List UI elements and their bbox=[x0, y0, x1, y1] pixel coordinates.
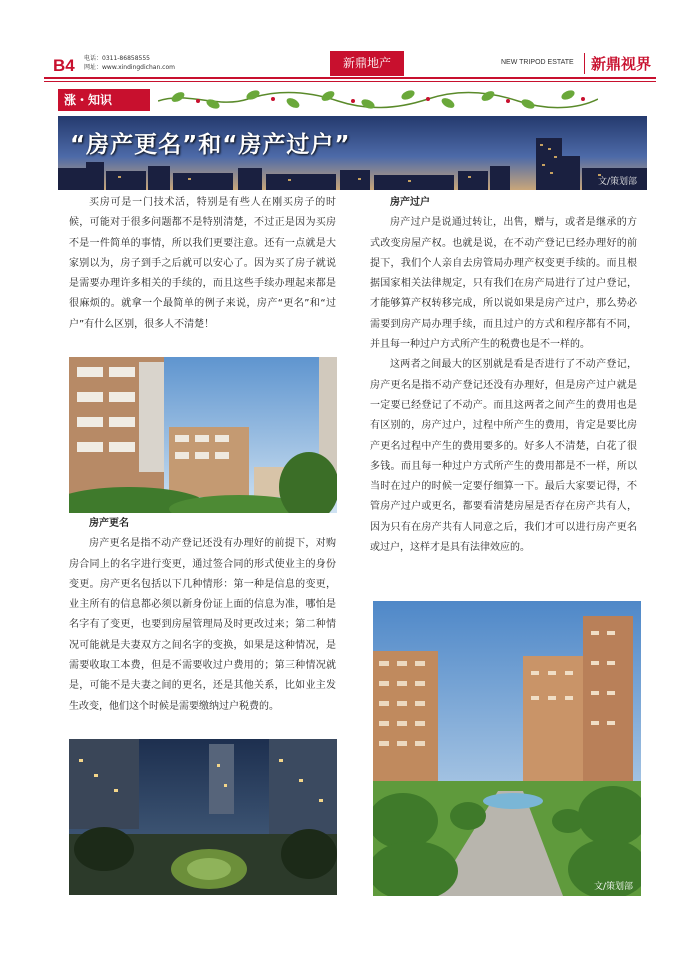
article-title: “房产更名”和“房产过户” bbox=[70, 132, 351, 158]
website-text: 网址：www.xindingdichan.com bbox=[84, 64, 175, 71]
column-bar bbox=[58, 89, 647, 111]
night-courtyard-photo bbox=[69, 739, 337, 895]
article-banner bbox=[58, 116, 647, 190]
page-number: B4 bbox=[53, 56, 75, 75]
apartment-photo-1 bbox=[69, 357, 337, 513]
vine-decoration-icon bbox=[158, 89, 598, 111]
section-tab: 新鼎地产 bbox=[330, 51, 404, 76]
residential-complex-photo bbox=[373, 601, 641, 896]
phone-text: 电话：0311-86858555 bbox=[84, 55, 150, 62]
banner-credit: 文/策划部 bbox=[597, 177, 637, 187]
header-divider bbox=[44, 77, 656, 79]
transfer-paragraph: 房产过户是说通过转让，出售，赠与，或者是继承的方式改变房屋产权。也就是说，在不动产登记已经办理好的前提下，我们个人亲自去房管局办理产权变更手续的。而且根据国家相关法律规定，只有我们在房产局进行了过户登记，才能够算产权转移完成，所以说如果是房产过户，那么势必需要到房产局办理手续，而且过户的方式和程序都有不同，并且每一种过户方式所产生的税费也是不一样的。 bbox=[370, 217, 637, 351]
header-divider-thin bbox=[44, 81, 656, 82]
rename-paragraph: 房产更名是指不动产登记还没有办理好的前提下，对购房合同上的名字进行变更，通过签合同的形式使业主的身份变更。房产更名包括以下几种情形：第一种是信息的变更，业主所有的信息都必须以新身份证上面的信息为准，哪怕是名字有了变更，也要到房屋管理局及时更改过来；第二种情况可能就是夫妻双方之间名字的变换，如果是这种情况，是需要收取工本费，但是不需要收过户费用的；第三种情况就是，可能不是夫妻之间的更名，还是其他关系，比如业主发生改变，他们这个时候是需要缴纳过户税费的。 bbox=[69, 538, 336, 712]
english-name: NEW TRIPOD ESTATE bbox=[501, 59, 574, 66]
photo-credit: 文/策划部 bbox=[593, 882, 633, 892]
intro-block bbox=[69, 193, 336, 335]
intro-paragraph: 买房可是一门技术活，特别是有些人在刚买房子的时候，可能对于很多问题都不是特别清楚，不过正是因为买房不是一件简单的事情，所以我们更要注意。还有一点就是大家别以为，房子到手之后就可以安心了。因为买了房子就说是需要办理许多相关的手续的，而且这些手续办理起来都是很麻烦的。就拿一个最简单的例子来说，房产“更名”和“过户”有什么区别，很多人不清楚！ bbox=[69, 197, 336, 330]
rename-heading: 房产更名 bbox=[89, 518, 129, 529]
column-label: 涨・知识 bbox=[58, 89, 150, 111]
page-header bbox=[44, 51, 656, 77]
brand-logo: 新鼎视界 bbox=[584, 53, 651, 74]
rename-section bbox=[69, 514, 336, 717]
transfer-section bbox=[370, 193, 637, 558]
contact-info bbox=[84, 54, 175, 72]
difference-paragraph: 这两者之间最大的区别就是看是否进行了不动产登记，房产更名是指不动产登记还没有办理好，但是房产过户就是一定要已经登记了不动产。而且这两者之间产生的费用也是有区别的，房产过户，过程中所产生的费用，肯定是要比房产更名过程中产生的费用要多的。好多人不清楚，白花了很多钱。而且每一种过户方式所产生的费用都是不一样，所以当时在过户的时候一定要仔细算一下。最后大家要记得，不管房产过户或更名，都要看清楚房屋是否存在房产共有人，因为只有在房产共有人同意之后，我们才可以进行房产更名或过户，这样才是具有法律效应的。 bbox=[370, 359, 637, 554]
transfer-heading: 房产过户 bbox=[390, 197, 430, 208]
